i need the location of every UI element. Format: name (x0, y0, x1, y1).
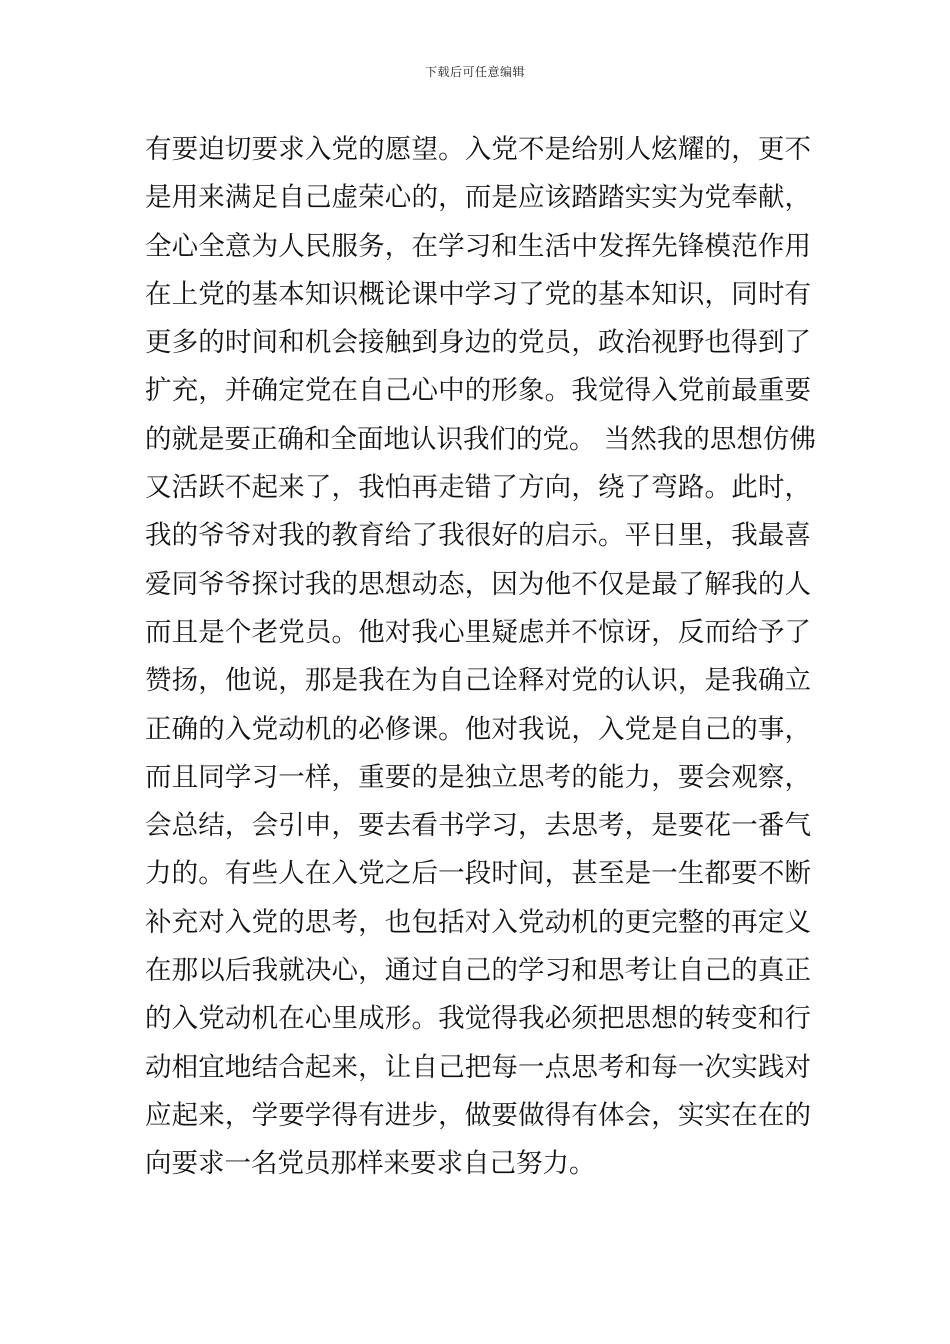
text-line: 补充对入党的思考，也包括对入党动机的更完整的再定义 (145, 906, 811, 938)
text-line: 在那以后我就决心，通过自己的学习和思考让自己的真正 (145, 955, 811, 987)
page-header-note: 下载后可任意编辑 (424, 65, 525, 79)
text-line: 赞扬，他说，那是我在为自己诠释对党的认识，是我确立 (145, 665, 811, 697)
text-line: 有要迫切要求入党的愿望。入党不是给别人炫耀的，更不 (145, 134, 811, 165)
text-line: 又活跃不起来了，我怕再走错了方向，绕了弯路。此时， (145, 472, 811, 504)
text-line: 更多的时间和机会接触到身边的党员，政治视野也得到了 (145, 327, 811, 359)
text-line: 在上党的基本知识概论课中学习了党的基本知识，同时有 (145, 278, 811, 310)
body-paragraph (145, 126, 816, 1189)
text-line: 会总结，会引申，要去看书学习，去思考，是要花一番气 (145, 810, 811, 842)
text-line: 应起来，学要学得有进步，做要做得有体会，实实在在的 (145, 1099, 811, 1131)
text-line: 动相宜地结合起来，让自己把每一点思考和每一次实践对 (145, 1051, 811, 1083)
text-line: 正确的入党动机的必修课。他对我说，入党是自己的事， (145, 713, 811, 745)
text-line: 是用来满足自己虚荣心的，而是应该踏踏实实为党奉献， (145, 182, 811, 214)
text-line: 扩充，并确定党在自己心中的形象。我觉得入党前最重要 (145, 375, 811, 407)
text-line: 爱同爷爷探讨我的思想动态，因为他不仅是最了解我的人 (145, 568, 811, 600)
text-line: 全心全意为人民服务，在学习和生活中发挥先锋模范作用 (145, 230, 811, 262)
text-line: 的就是要正确和全面地认识我们的党。 当然我的思想仿佛 (145, 423, 816, 455)
text-line: 而且是个老党员。他对我心里疑虑并不惊讶，反而给予了 (145, 616, 811, 648)
text-line: 我的爷爷对我的教育给了我很好的启示。平日里，我最喜 (145, 520, 811, 552)
text-line: 而且同学习一样，重要的是独立思考的能力，要会观察， (145, 761, 811, 793)
text-line: 力的。有些人在入党之后一段时间，甚至是一生都要不断 (145, 858, 811, 890)
text-line-last: 向要求一名党员那样来要求自己努力。 (145, 1148, 596, 1180)
text-line: 的入党动机在心里成形。我觉得我必须把思想的转变和行 (145, 1003, 811, 1035)
